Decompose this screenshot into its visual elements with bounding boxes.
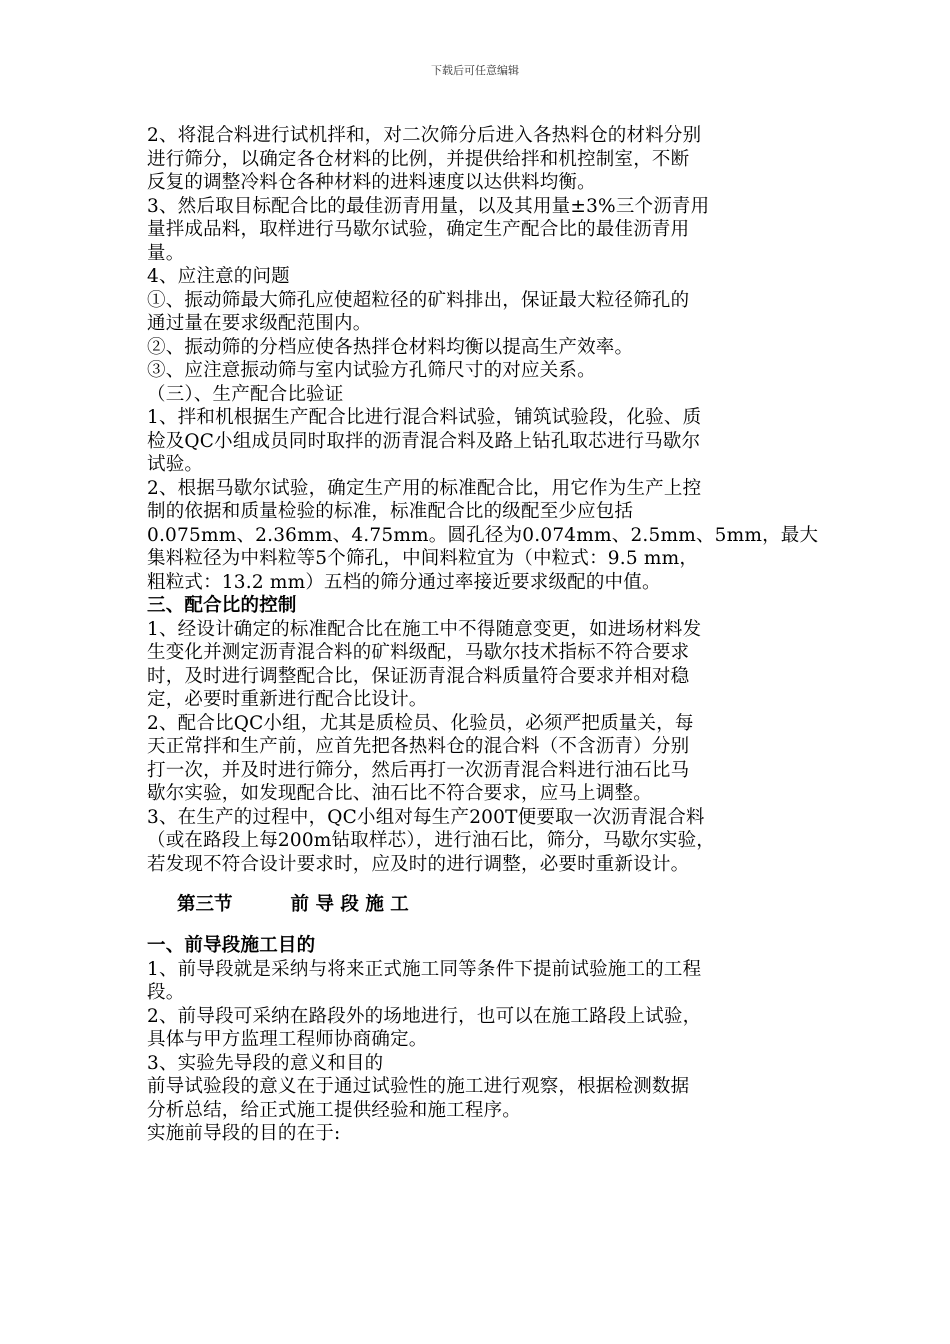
text-line: 天正常拌和生产前，应首先把各热料仓的混合料（不含沥青）分别 (147, 736, 690, 757)
text-line: 打一次，并及时进行筛分，然后再打一次沥青混合料进行油石比马 (147, 759, 690, 781)
text-line: 段。 (147, 982, 185, 1003)
text-line: 若发现不符合设计要求时，应及时的进行调整，必要时重新设计。 (147, 853, 690, 875)
text-line: （或在路段上每200m钻取样芯），进行油石比，筛分，马歇尔实验， (147, 830, 716, 851)
text-line: 时，及时进行调整配合比，保证沥青混合料质量符合要求并相对稳 (147, 665, 690, 687)
text-line: 3、在生产的过程中，QC小组对每生产200T便要取一次沥青混合料 (147, 806, 705, 828)
text-block-2 (147, 934, 817, 1146)
heading-line: 三、配合比的控制 (147, 595, 297, 616)
text-line: 2、前导段可采纳在路段外的场地进行，也可以在施工路段上试验， (147, 1005, 702, 1027)
text-line: 试验。 (147, 454, 204, 475)
text-line: 前导试验段的意义在于通过试验性的施工进行观察，根据检测数据 (147, 1076, 690, 1097)
text-line: 生变化并测定沥青混合料的矿料级配，马歇尔技术指标不符合要求 (147, 642, 690, 663)
text-line: 量拌成品料，取样进行马歇尔试验，确定生产配合比的最佳沥青用 (147, 219, 690, 240)
heading-line: 一、前导段施工目的 (147, 935, 316, 956)
text-line: 1、经设计确定的标准配合比在施工中不得随意变更，如进场材料发 (147, 618, 702, 640)
text-line: 0.075mm、2.36mm、4.75mm。圆孔径为0.074mm、2.5mm、5mm，最大 (147, 524, 819, 546)
text-line: 定，必要时重新进行配合比设计。 (147, 689, 428, 710)
section-title: 前 导 段 施 工 (290, 894, 409, 915)
text-line: 集料粒径为中料粒等5个筛孔，中间料粒宜为（中粒式：9.5 mm， (147, 548, 699, 569)
text-line: 2、将混合料进行试机拌和，对二次筛分后进入各热料仓的材料分别 (147, 125, 702, 146)
text-line: 1、拌和机根据生产配合比进行混合料试验，铺筑试验段，化验、质 (147, 407, 702, 428)
text-line: 3、实验先导段的意义和目的 (147, 1052, 384, 1074)
text-line: 检及QC小组成员同时取拌的沥青混合料及路上钻孔取芯进行马歇尔 (147, 430, 701, 452)
text-line: （三）、生产配合比验证 (147, 383, 344, 405)
text-line: 2、根据马歇尔试验，确定生产用的标准配合比，用它作为生产上控 (147, 477, 702, 499)
text-line: 具体与甲方监理工程师协商确定。 (147, 1029, 428, 1050)
text-line: 量。 (147, 242, 185, 264)
text-line: 2、配合比QC小组，尤其是质检员、化验员，必须严把质量关，每 (147, 712, 694, 734)
text-line: 反复的调整冷料仓各种材料的进料速度以达供料均衡。 (147, 172, 596, 193)
page-header: 下载后可任意编辑 (431, 64, 519, 77)
text-line: 进行筛分，以确定各仓材料的比例，并提供给拌和机控制室，不断 (147, 148, 690, 170)
section-heading (147, 876, 817, 934)
text-block-1 (147, 124, 817, 876)
text-line: 1、前导段就是采纳与将来正式施工同等条件下提前试验施工的工程 (147, 958, 702, 980)
section-label: 第三节 (177, 894, 233, 915)
text-line: 制的依据和质量检验的标准，标准配合比的级配至少应包括 (147, 501, 634, 522)
text-line: ③、应注意振动筛与室内试验方孔筛尺寸的对应关系。 (147, 360, 596, 381)
text-line: ②、振动筛的分档应使各热拌仓材料均衡以提高生产效率。 (147, 336, 634, 358)
text-line: 实施前导段的目的在于: (147, 1123, 341, 1144)
text-line: 通过量在要求级配范围内。 (147, 313, 372, 334)
text-line: ①、振动筛最大筛孔应使超粒径的矿料排出，保证最大粒径筛孔的 (147, 289, 690, 311)
text-line: 粗粒式：13.2 mm）五档的筛分通过率接近要求级配的中值。 (147, 571, 661, 593)
text-line: 歇尔实验，如发现配合比、油石比不符合要求，应马上调整。 (147, 783, 652, 804)
text-line: 分析总结，给正式施工提供经验和施工程序。 (147, 1099, 522, 1121)
text-line: 4、应注意的问题 (147, 266, 290, 287)
document-body (147, 124, 817, 1146)
text-line: 3、然后取目标配合比的最佳沥青用量，以及其用量±3%三个沥青用 (147, 195, 710, 217)
